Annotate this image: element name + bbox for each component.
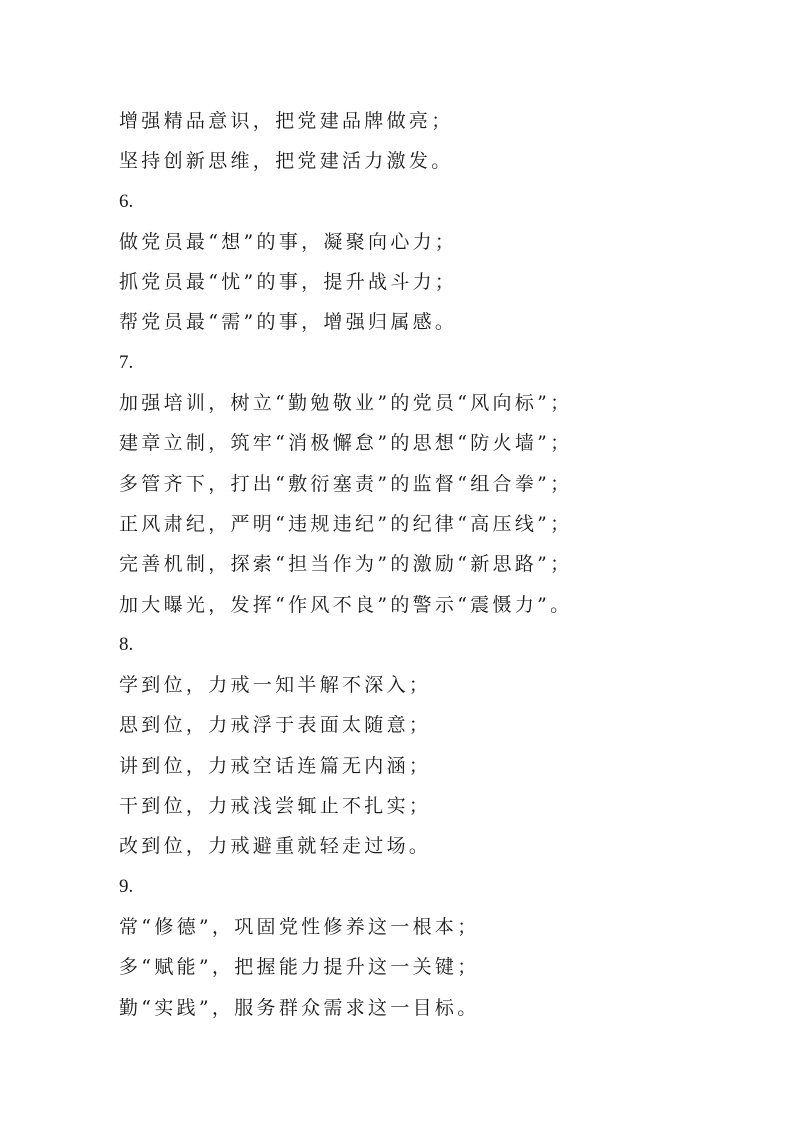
text-line: 完善机制，探索“担当作为”的激励“新思路”； <box>119 553 573 576</box>
text-line: 增强精品意识，把党建品牌做亮； <box>119 110 454 132</box>
section-number: 9. <box>119 875 134 897</box>
text-line: 抓党员最“忧”的事，提升战斗力； <box>119 271 458 294</box>
text-line: 改到位，力戒避重就轻走过场。 <box>119 835 432 858</box>
section-number: 7. <box>119 351 134 373</box>
text-line: 讲到位，力戒空话连篇无内涵； <box>119 754 432 777</box>
text-line: 勤“实践”，服务群众需求这一目标。 <box>119 996 480 1019</box>
text-line: 建章立制，筑牢“消极懈怠”的思想“防火墙”； <box>119 432 573 455</box>
text-line: 帮党员最“需”的事，增强归属感。 <box>119 311 458 334</box>
text-line: 坚持创新思维，把党建活力激发。 <box>119 150 454 173</box>
text-line: 做党员最“想”的事，凝聚向心力； <box>119 230 458 253</box>
text-line: 加大曝光，发挥“作风不良”的警示“震慑力”。 <box>119 593 573 616</box>
text-line: 思到位，力戒浮于表面太随意； <box>119 714 432 737</box>
text-line: 多“赋能”，把握能力提升这一关键； <box>119 956 480 979</box>
text-line: 加强培训，树立“勤勉敬业”的党员“风向标”； <box>119 392 573 415</box>
text-line: 干到位，力戒浅尝辄止不扎实； <box>119 795 432 818</box>
text-line: 正风肃纪，严明“违规违纪”的纪律“高压线”； <box>119 512 573 535</box>
text-line: 常“修德”，巩固党性修养这一根本； <box>119 915 480 938</box>
text-line: 多管齐下，打出“敷衍塞责”的监督“组合拳”； <box>119 472 573 495</box>
section-number: 6. <box>119 190 134 212</box>
text-line: 学到位，力戒一知半解不深入； <box>119 674 432 697</box>
section-number: 8. <box>119 633 134 655</box>
document-body <box>119 106 779 1033</box>
